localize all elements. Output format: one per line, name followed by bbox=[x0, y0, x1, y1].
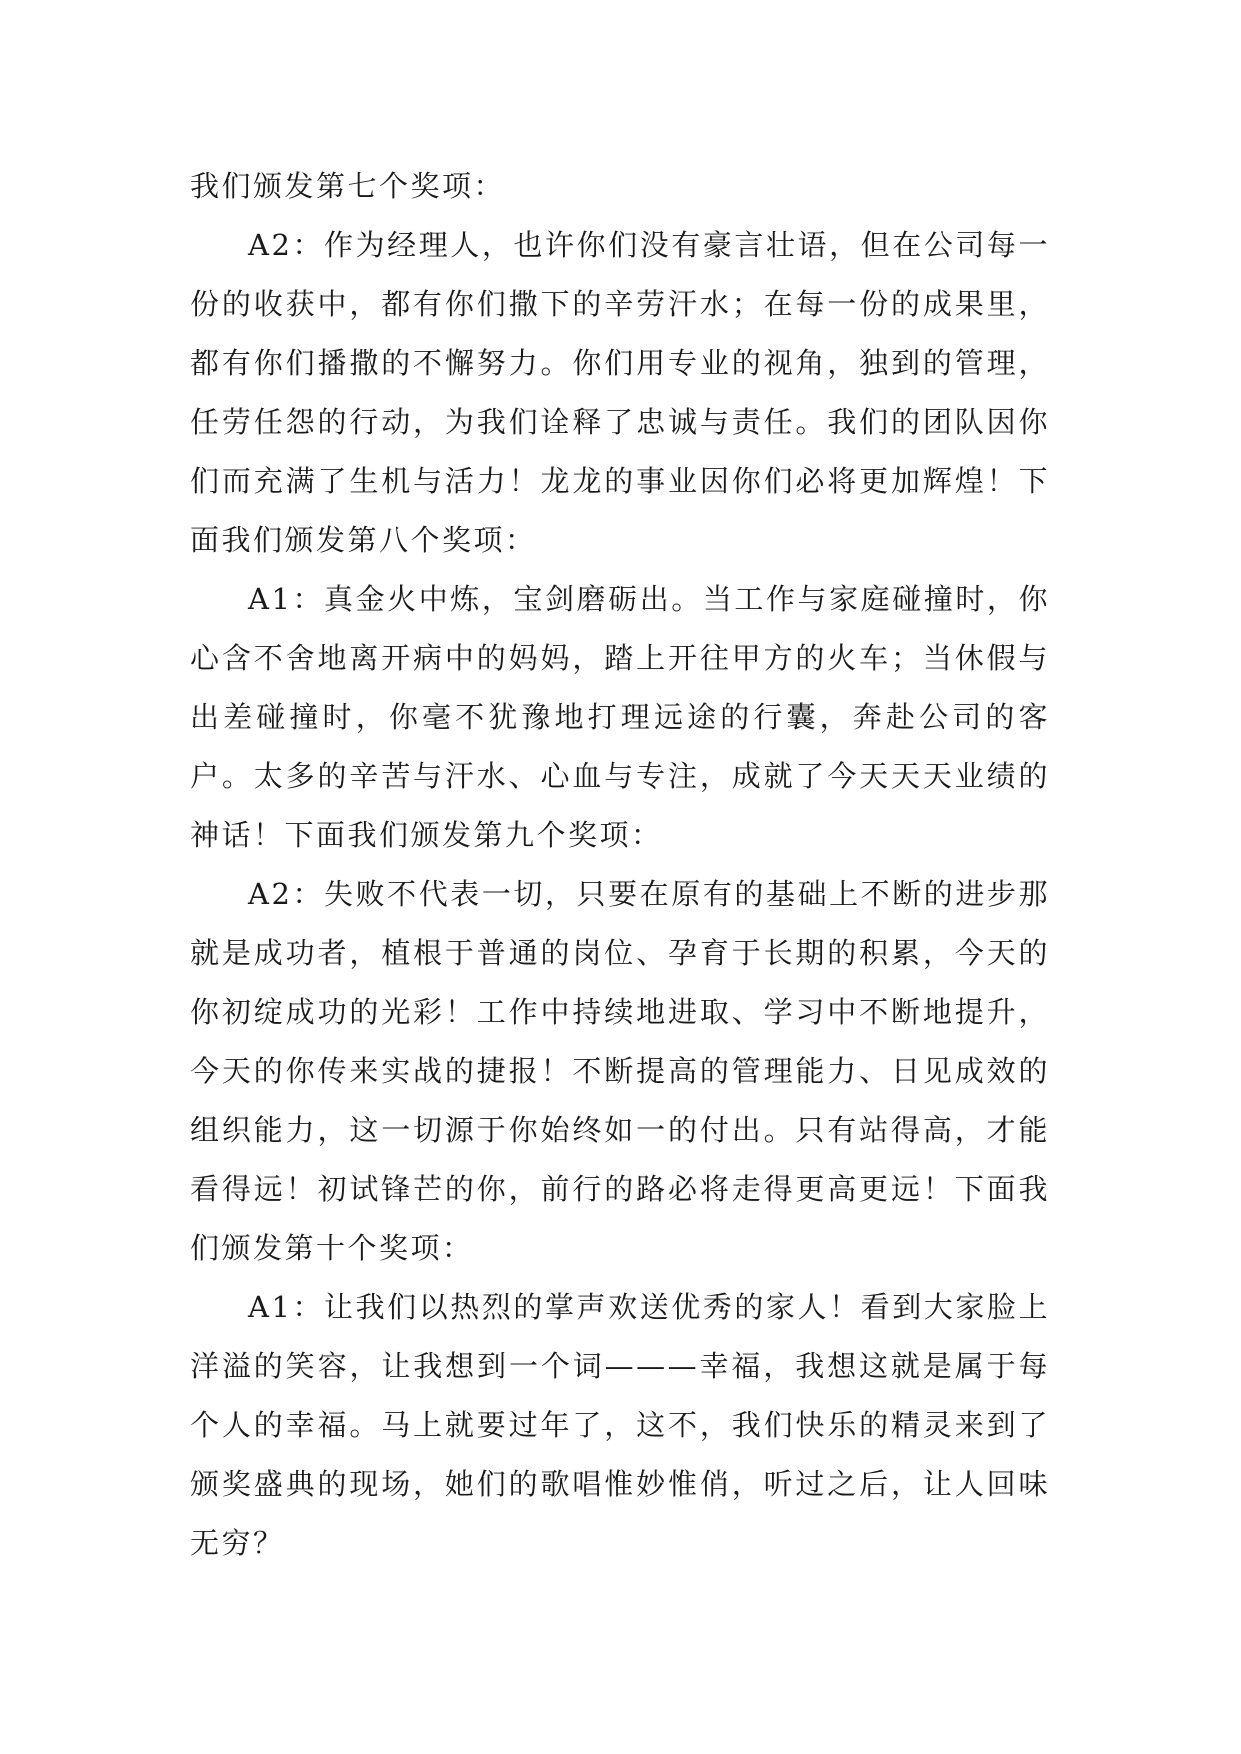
paragraph-a1-farewell: A1：让我们以热烈的掌声欢送优秀的家人！看到大家脸上洋溢的笑容，让我想到一个词———幸福，我想这就是属于每个人的幸福。马上就要过年了，这不，我们快乐的精灵来到了颁奖盛典的现场，她们的歌唱惟妙惟俏，听过之后，让人回味无穷？ bbox=[190, 1290, 1050, 1560]
paragraph-award-7-intro: 我们颁发第七个奖项： bbox=[190, 169, 506, 203]
paragraph-a2-managers: A2：作为经理人，也许你们没有豪言壮语，但在公司每一份的收获中，都有你们撒下的辛劳汗水；在每一份的成果里，都有你们播撒的不懈努力。你们用专业的视角，独到的管理，任劳任怨的行动，为我们诠释了忠诚与责任。我们的团队因你们而充满了生机与活力！龙龙的事业因你们必将更加辉煌！下面我们颁发第八个奖项： bbox=[190, 228, 1050, 557]
document-body bbox=[190, 157, 1050, 1573]
paragraph-a2-progress: A2：失败不代表一切，只要在原有的基础上不断的进步那就是成功者，植根于普通的岗位、孕育于长期的积累，今天的你初绽成功的光彩！工作中持续地进取、学习中不断地提升，今天的你传来实战的捷报！不断提高的管理能力、日见成效的组织能力，这一切源于你始终如一的付出。只有站得高，才能看得远！初试锋芒的你，前行的路必将走得更高更远！下面我们颁发第十个奖项： bbox=[190, 877, 1050, 1265]
paragraph-a1-dedication: A1：真金火中炼，宝剑磨砺出。当工作与家庭碰撞时，你心含不舍地离开病中的妈妈，踏上开往甲方的火车；当休假与出差碰撞时，你毫不犹豫地打理远途的行囊，奔赴公司的客户。太多的辛苦与汗水、心血与专注，成就了今天天天业绩的神话！下面我们颁发第九个奖项： bbox=[190, 582, 1050, 852]
